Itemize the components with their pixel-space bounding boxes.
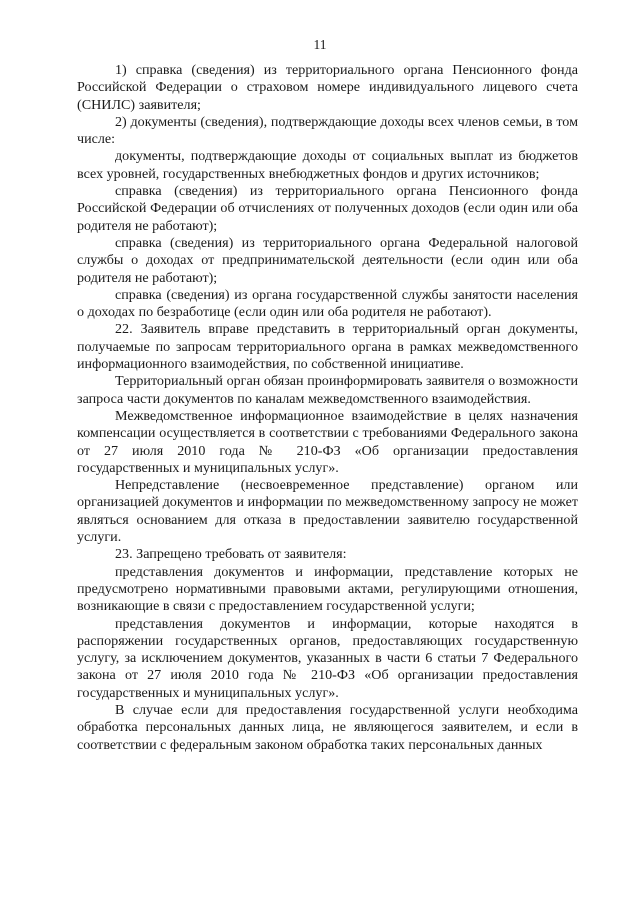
paragraph-section-22: 22. Заявитель вправе представить в территориальный орган документы, получаемые по запросам территориального органа в рамках межведомственного информационного взаимодействия, по собственной инициативе.: [77, 321, 578, 373]
paragraph-interagency-interaction: Межведомственное информационное взаимодействие в целях назначения компенсации осуществляется в соответствии с требованиями Федерального закона от 27 июля 2010 года № 210-ФЗ «Об организации предоставления государственных и муниципальных услуг».: [77, 407, 578, 476]
paragraph-item-1-snils: 1) справка (сведения) из территориального органа Пенсионного фонда Российской Федерации о страховом номере индивидуального лицевого счета (СНИЛС) заявителя;: [77, 62, 578, 113]
paragraph-personal-data: В случае если для предоставления государственной услуги необходима обработка персональных данных лица, не являющегося заявителем, и если в соответствии с федеральным законом обработка таких персональных данных: [77, 701, 578, 753]
paragraph-prohibited-documents: представления документов и информации, представление которых не предусмотрено нормативными правовыми актами, регулирующими отношения, возникающие в связи с предоставлением государственной услуги;: [77, 563, 578, 615]
paragraph-inform-applicant: Территориальный орган обязан проинформировать заявителя о возможности запроса части документов по каналам межведомственного взаимодействия.: [77, 373, 578, 407]
page-number: 11: [313, 37, 327, 52]
paragraph-section-23: 23. Запрещено требовать от заявителя:: [115, 546, 347, 563]
paragraph-social-payments: документы, подтверждающие доходы от социальных выплат из бюджетов всех уровней, государственных внебюджетных фондов и других источников;: [77, 148, 578, 182]
paragraph-tax-service-certificate: справка (сведения) из территориального органа Федеральной налоговой службы о доходах от предпринимательской деятельности (если один или оба родителя не работают);: [77, 234, 578, 286]
paragraph-prohibited-info: представления документов и информации, которые находятся в распоряжении государственных органов, предоставляющих государственную услугу, за исключением документов, указанных в части 6 статьи 7 Федерального закона от 27 июля 2010 года № 210-ФЗ «Об организации предоставления государственных и муниципальных услуг».: [77, 615, 578, 701]
paragraph-pension-fund-certificate: справка (сведения) из территориального органа Пенсионного фонда Российской Федерации об отчислениях от полученных доходов (если один или оба родителя не работают);: [77, 183, 578, 234]
document-body: [77, 62, 578, 754]
paragraph-employment-service-certificate: справка (сведения) из органа государственной службы занятости населения о доходах по безработице (если один или оба родителя не работают).: [77, 286, 578, 321]
paragraph-item-2-income-documents: 2) документы (сведения), подтверждающие доходы всех членов семьи, в том числе:: [77, 113, 578, 148]
paragraph-non-submission: Непредставление (несвоевременное представление) органом или организацией документов и информации по межведомственному запросу не может являться основанием для отказа в предоставлении заявителю государственной услуги.: [77, 477, 578, 546]
